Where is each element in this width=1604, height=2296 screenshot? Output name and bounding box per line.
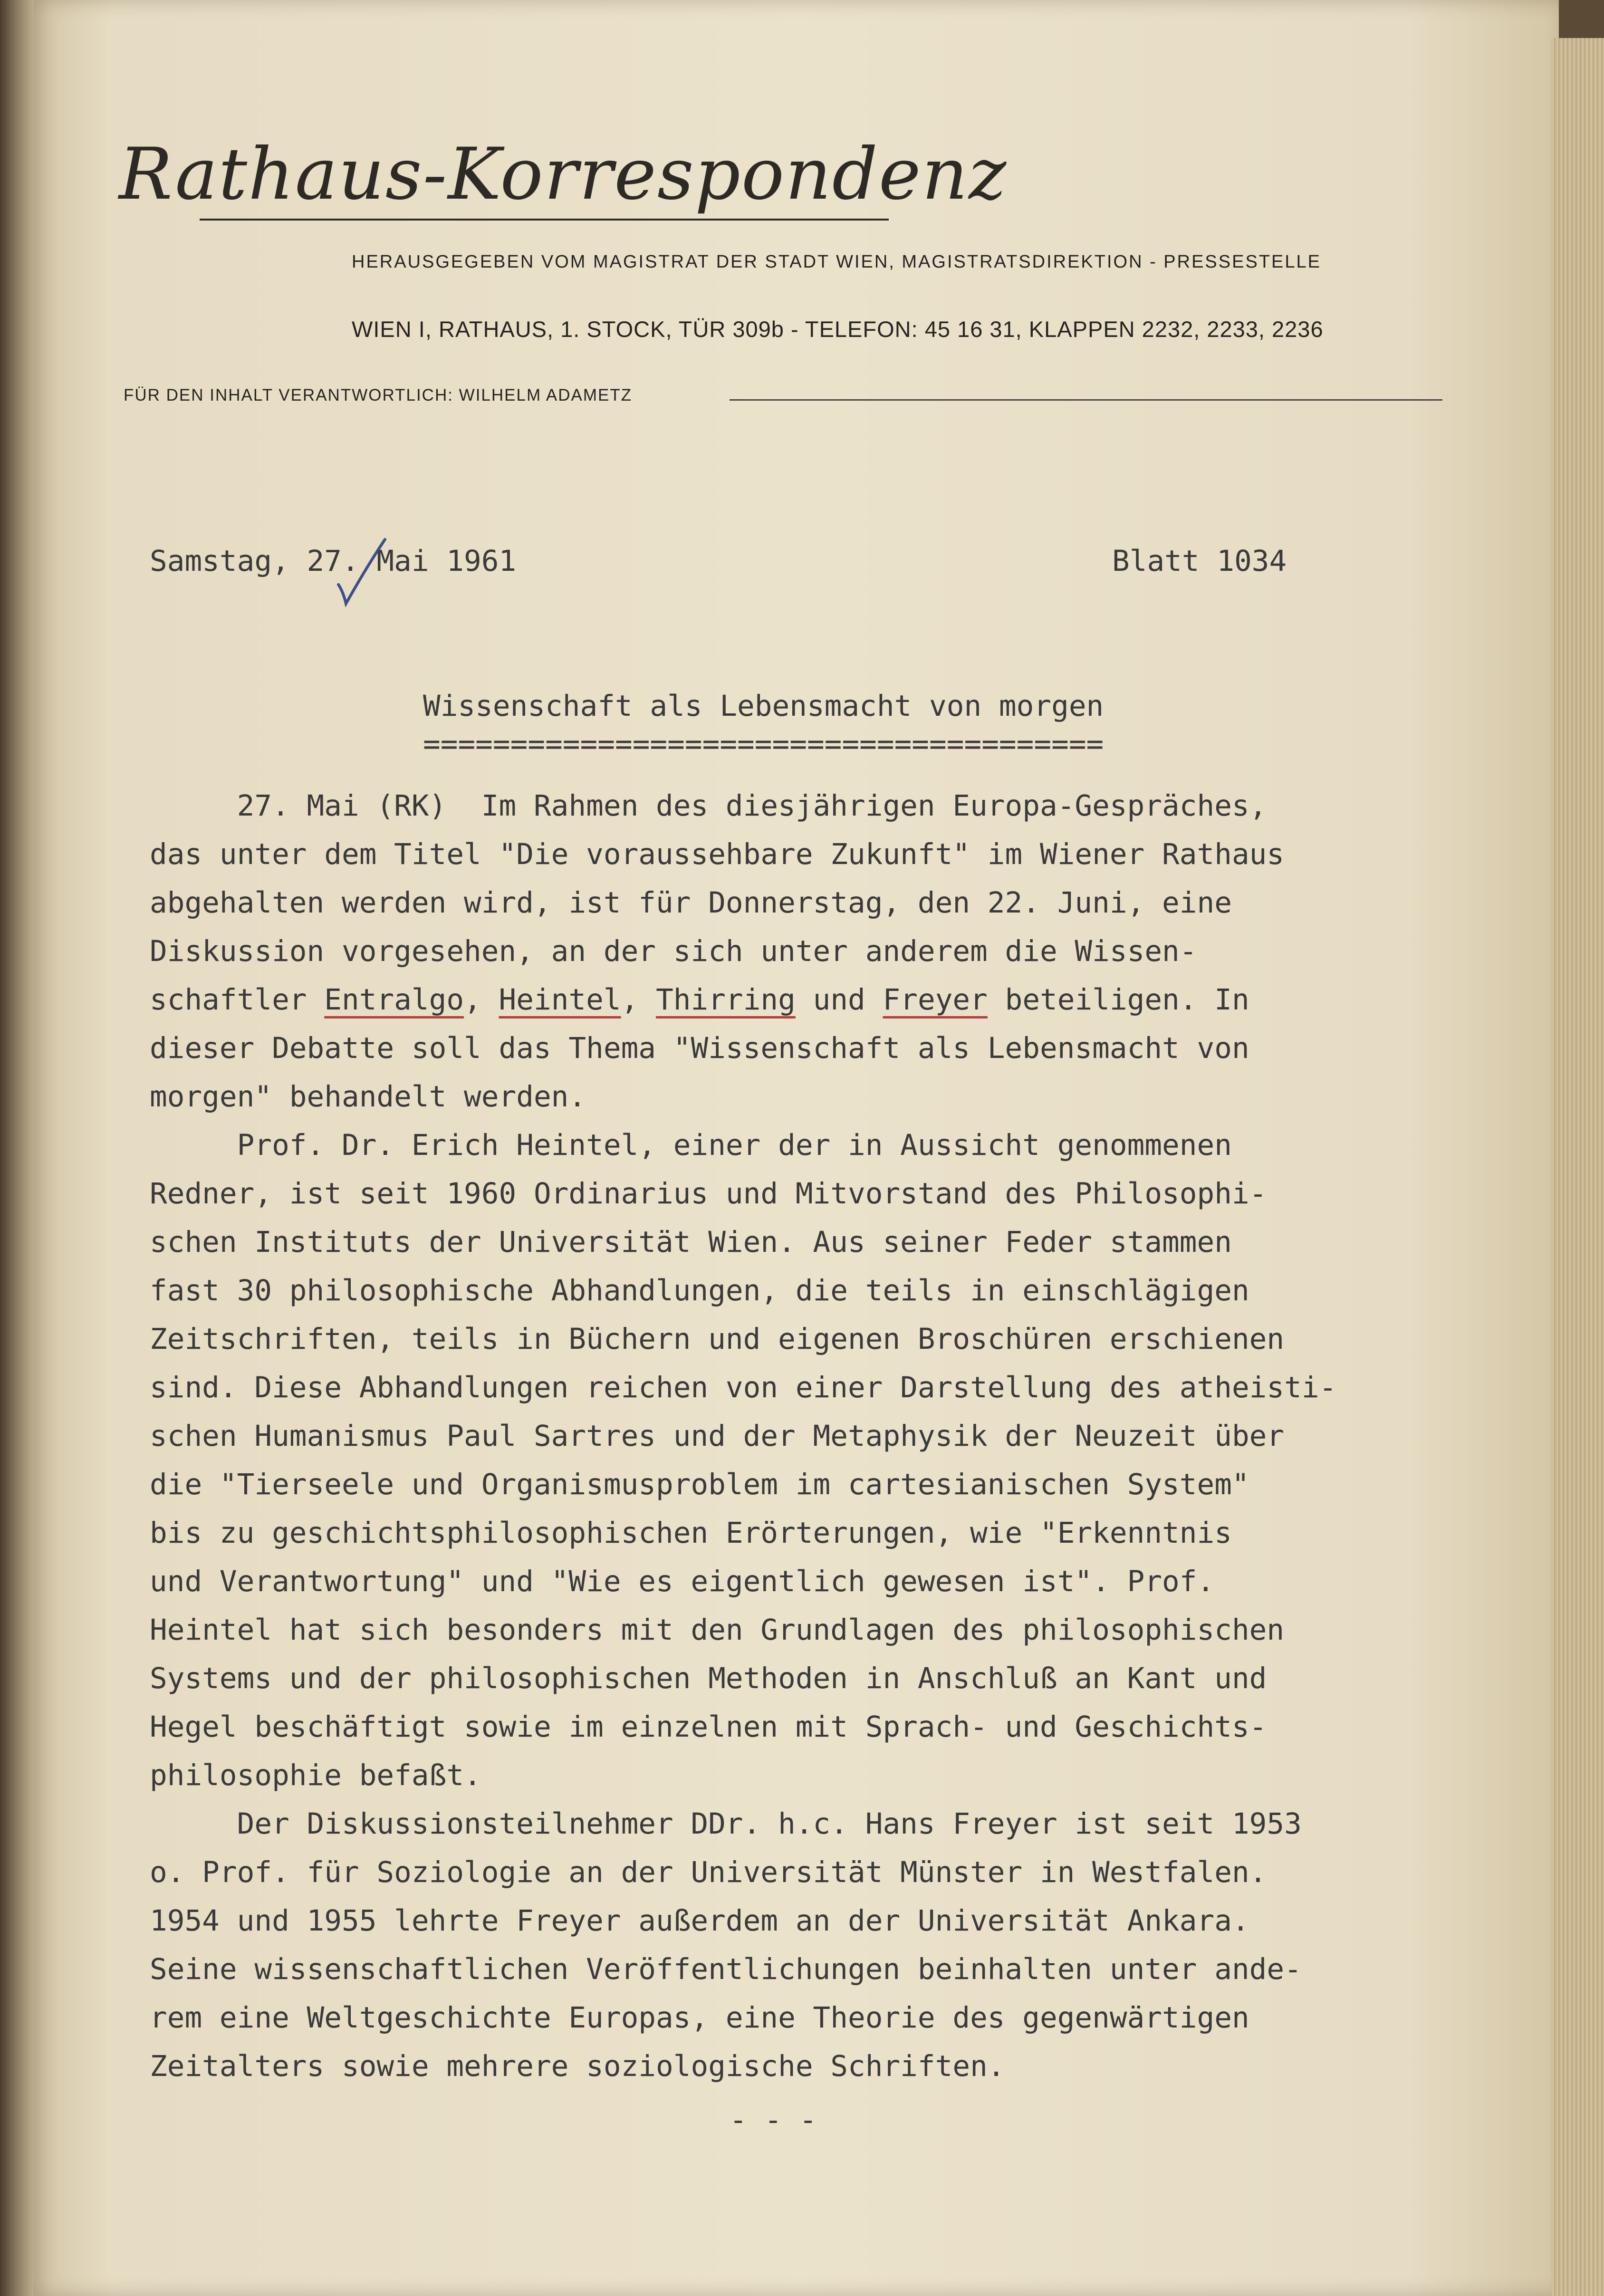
body-line: rem eine Weltgeschichte Europas, eine Theorie des gegenwärtigen: [150, 2001, 1249, 2035]
body-line: bis zu geschichtsphilosophischen Erörterungen, wie "Erkenntnis: [150, 1516, 1232, 1550]
end-mark: - - -: [730, 2103, 817, 2137]
body-line: Zeitschriften, teils in Büchern und eigenen Broschüren erschienen: [150, 1322, 1285, 1356]
underlined-name: Entralgo: [324, 983, 464, 1017]
responsible-line: FÜR DEN INHALT VERANTWORTLICH: WILHELM ADAMETZ: [124, 386, 633, 404]
underlined-name: Freyer: [883, 983, 988, 1017]
check-mark-icon: [333, 535, 390, 611]
body-line: fast 30 philosophische Abhandlungen, die teils in einschlägigen: [150, 1274, 1249, 1307]
body-text: schaftler: [150, 983, 325, 1017]
body-line: schen Instituts der Universität Wien. Aus seiner Feder stammen: [150, 1225, 1232, 1259]
body-line: Seine wissenschaftlichen Veröffentlichungen beinhalten unter ande-: [150, 1952, 1302, 1986]
body-line: philosophie befaßt.: [150, 1758, 481, 1792]
body-line: Diskussion vorgesehen, an der sich unter anderem die Wissen-: [150, 934, 1197, 968]
body-line: 27. Mai (RK) Im Rahmen des diesjährigen Europa-Gespräches,: [150, 789, 1267, 823]
body-text: ,: [621, 983, 656, 1017]
masthead-title: Rathaus-Korrespondenz: [119, 133, 1008, 216]
body-line: Systems und der philosophischen Methoden in Anschluß an Kant und: [150, 1662, 1267, 1695]
underlined-name: Thirring: [656, 983, 796, 1017]
header-rule: [730, 399, 1442, 401]
address-line: WIEN I, RATHAUS, 1. STOCK, TÜR 309b - TELEFON: 45 16 31, KLAPPEN 2232, 2233, 2236: [352, 317, 1324, 342]
body-line: dieser Debatte soll das Thema "Wissenschaft als Lebensmacht von: [150, 1031, 1249, 1065]
body-line: und Verantwortung" und "Wie es eigentlich gewesen ist". Prof.: [150, 1565, 1215, 1598]
body-line: [150, 983, 1249, 1017]
body-line: Redner, ist seit 1960 Ordinarius und Mitvorstand des Philosophi-: [150, 1177, 1267, 1210]
dateline: Samstag, 27. Mai 1961: [150, 544, 517, 578]
body-line: sind. Diese Abhandlungen reichen von einer Darstellung des atheisti-: [150, 1371, 1337, 1404]
title-double-rule: =======================================: [423, 727, 1104, 761]
body-line: Hegel beschäftigt sowie im einzelnen mit Sprach- und Geschichts-: [150, 1710, 1267, 1744]
body-text: ,: [464, 983, 499, 1017]
sheet-number: Blatt 1034: [1112, 544, 1287, 578]
body-line: o. Prof. für Soziologie an der Universität Münster in Westfalen.: [150, 1855, 1267, 1889]
underlined-name: Heintel: [499, 983, 621, 1017]
body-line: das unter dem Titel "Die voraussehbare Zukunft" im Wiener Rathaus: [150, 837, 1285, 871]
article-title: Wissenschaft als Lebensmacht von morgen: [423, 689, 1104, 723]
body-line: 1954 und 1955 lehrte Freyer außerdem an der Universität Ankara.: [150, 1904, 1249, 1938]
body-line: abgehalten werden wird, ist für Donnerstag, den 22. Juni, eine: [150, 886, 1232, 920]
body-text: und: [795, 983, 883, 1017]
body-line: schen Humanismus Paul Sartres und der Metaphysik der Neuzeit über: [150, 1419, 1285, 1453]
body-line: Heintel hat sich besonders mit den Grundlagen des philosophischen: [150, 1613, 1285, 1647]
body-line: morgen" behandelt werden.: [150, 1080, 586, 1114]
body-line: die "Tierseele und Organismusproblem im cartesianischen System": [150, 1468, 1249, 1501]
left-page-edge: [0, 0, 37, 2296]
masthead-underline: [200, 219, 889, 221]
body-line: Zeitalters sowie mehrere soziologische Schriften.: [150, 2049, 1005, 2083]
body-line: Der Diskussionsteilnehmer DDr. h.c. Hans Freyer ist seit 1953: [150, 1807, 1302, 1841]
publisher-line: HERAUSGEGEBEN VOM MAGISTRAT DER STADT WIEN, MAGISTRATSDIREKTION - PRESSESTELLE: [352, 252, 1321, 272]
body-line: Prof. Dr. Erich Heintel, einer der in Aussicht genommenen: [150, 1128, 1232, 1162]
body-text: beteiligen. In: [987, 983, 1249, 1017]
page-stack-edge: [1552, 38, 1604, 2296]
